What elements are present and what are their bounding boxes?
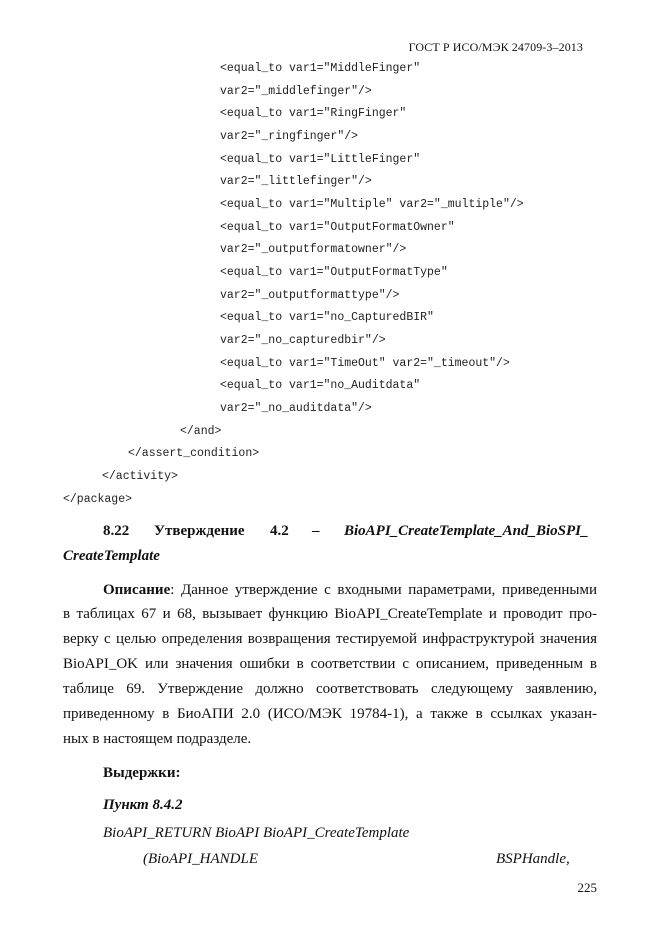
code-line: var2="_no_auditdata"/> xyxy=(220,402,372,415)
function-signature: BioAPI_RETURN BioAPI BioAPI_CreateTemplate xyxy=(103,825,410,841)
description-line: таблице 69. Утверждение должно соответствовать следующему заявлению, xyxy=(63,681,597,697)
code-line: <equal_to var1="RingFinger" xyxy=(220,107,407,120)
code-line: <equal_to var1="Multiple" var2="_multiple"/> xyxy=(220,198,524,211)
section-name-continued: CreateTemplate xyxy=(63,548,160,564)
code-line: var2="_littlefinger"/> xyxy=(220,175,372,188)
parameter-name: BSPHandle, xyxy=(496,851,570,867)
description-label: Описание xyxy=(103,582,171,598)
section-word: Утверждение xyxy=(154,523,245,539)
code-line: </and> xyxy=(180,425,222,438)
clause-reference: Пункт 8.4.2 xyxy=(103,797,183,813)
code-line: var2="_outputformattype"/> xyxy=(220,289,400,302)
code-line: var2="_middlefinger"/> xyxy=(220,85,372,98)
section-dash: – xyxy=(312,523,320,539)
code-line: </activity> xyxy=(102,470,178,483)
code-line: <equal_to var1="no_CapturedBIR" xyxy=(220,311,434,324)
code-line: <equal_to var1="OutputFormatOwner" xyxy=(220,221,455,234)
code-line: <equal_to var1="TimeOut" var2="_timeout"/> xyxy=(220,357,510,370)
section-name: BioAPI_CreateTemplate_And_BioSPI_ xyxy=(344,523,589,539)
description-text: : Данное утверждение с входными параметрами, приведенными xyxy=(170,582,597,598)
code-line: var2="_outputformatowner"/> xyxy=(220,243,407,256)
code-line: <equal_to var1="LittleFinger" xyxy=(220,153,421,166)
code-line: </assert_condition> xyxy=(128,447,260,460)
excerpts-label: Выдержки: xyxy=(103,765,181,781)
parameter-type: (BioAPI_HANDLE xyxy=(143,851,258,867)
description-line: верку с целью определения возвращения тестируемой инфраструктурой значения xyxy=(63,631,597,647)
page-number: 225 xyxy=(577,880,597,895)
code-line: var2="_ringfinger"/> xyxy=(220,130,359,143)
code-line: </package> xyxy=(63,493,133,506)
description-line: ных в настоящем подразделе. xyxy=(63,731,252,747)
code-line: var2="_no_capturedbir"/> xyxy=(220,334,386,347)
description-line: приведенному в БиоАПИ 2.0 (ИСО/МЭК 19784-1), а также в ссылках указан- xyxy=(63,706,597,722)
description-line: в таблицах 67 и 68, вызывает функцию BioAPI_CreateTemplate и проводит про- xyxy=(63,606,597,622)
code-line: <equal_to var1="no_Auditdata" xyxy=(220,379,421,392)
document-header: ГОСТ Р ИСО/МЭК 24709-3–2013 xyxy=(408,40,583,54)
section-number: 8.22 xyxy=(103,523,130,539)
code-line: <equal_to var1="OutputFormatType" xyxy=(220,266,448,279)
description-first-line xyxy=(103,580,597,601)
section-assertion-number: 4.2 xyxy=(270,523,289,539)
description-line: BioAPI_OK или значения ошибки в соответствии с описанием, приведенным в xyxy=(63,656,597,672)
code-line: <equal_to var1="MiddleFinger" xyxy=(220,62,421,75)
